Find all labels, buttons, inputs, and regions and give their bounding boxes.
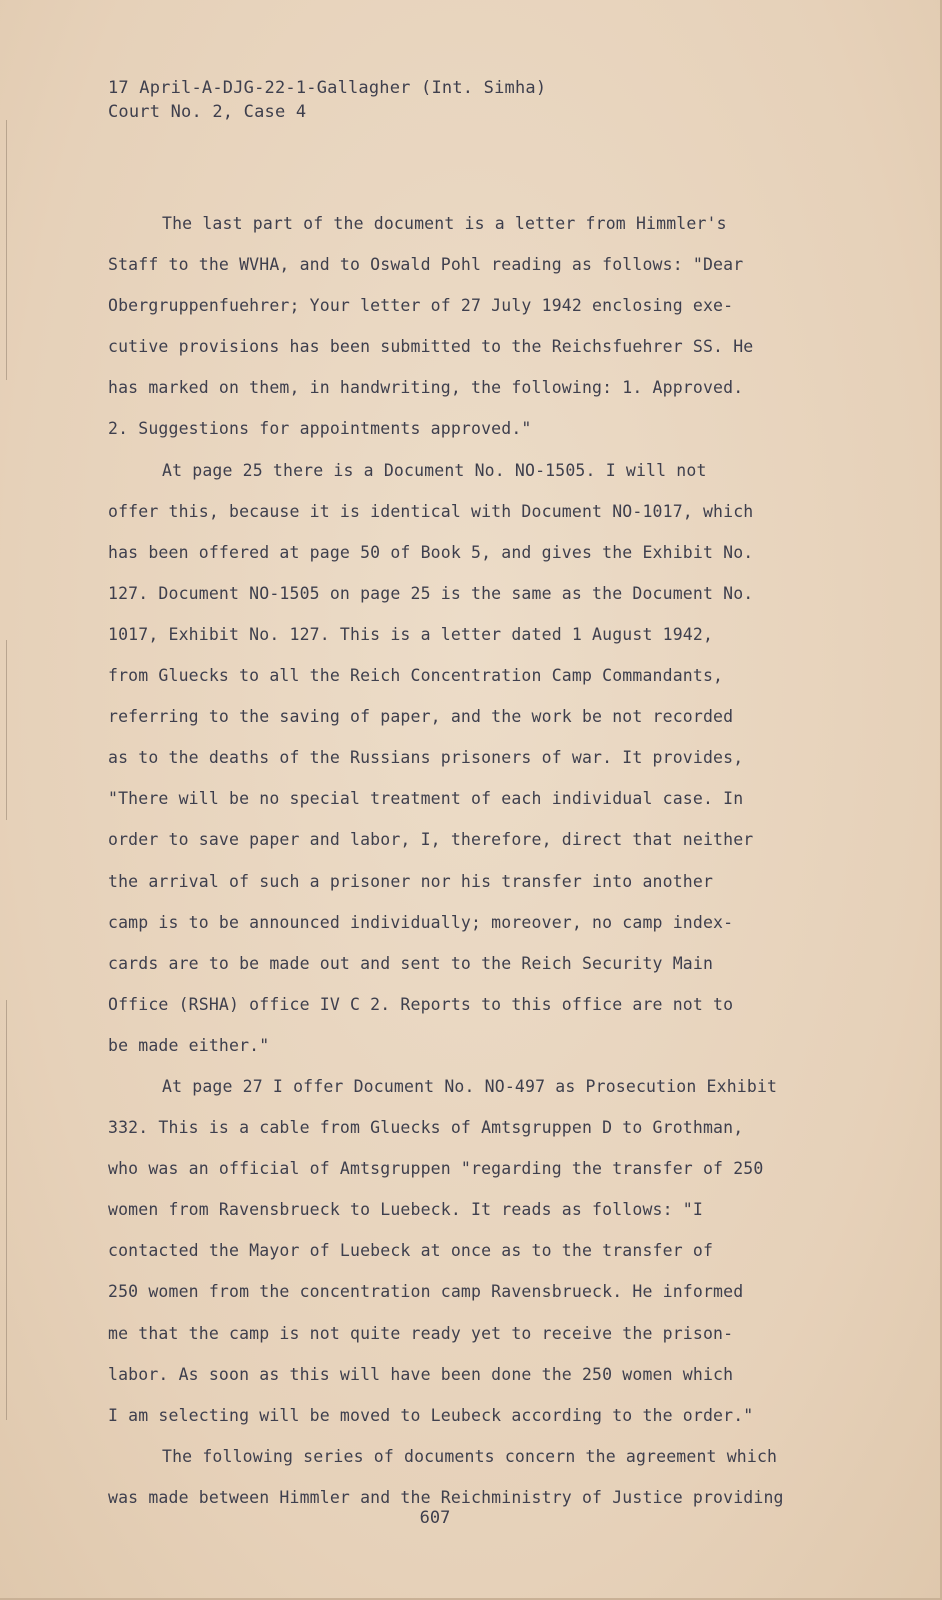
- text-line: women from Ravensbrueck to Luebeck. It reads as follows: "I: [108, 1200, 703, 1220]
- text-line: camp is to be announced individually; moreover, no camp index-: [108, 912, 734, 932]
- text-line: who was an official of Amtsgruppen "regarding the transfer of 250: [108, 1159, 764, 1179]
- text-line: cutive provisions has been submitted to the Reichsfuehrer SS. He: [108, 337, 754, 357]
- text-line: 332. This is a cable from Gluecks of Amtsgruppen D to Grothman,: [108, 1118, 744, 1138]
- paragraph: [108, 1066, 798, 1436]
- text-line: Office (RSHA) office IV C 2. Reports to this office are not to: [108, 994, 734, 1014]
- transcript-body: [108, 203, 798, 1518]
- text-line: 250 women from the concentration camp Ravensbrueck. He informed: [108, 1282, 744, 1302]
- text-line: offer this, because it is identical with Document NO-1017, which: [108, 501, 754, 521]
- text-line: Obergruppenfuehrer; Your letter of 27 July 1942 enclosing exe-: [108, 296, 734, 316]
- text-line: Staff to the WVHA, and to Oswald Pohl reading as follows: "Dear: [108, 255, 744, 275]
- text-line: At page 25 there is a Document No. NO-1505. I will not: [162, 460, 707, 480]
- text-line: has marked on them, in handwriting, the following: 1. Approved.: [108, 378, 744, 398]
- text-line: me that the camp is not quite ready yet to receive the prison-: [108, 1323, 734, 1343]
- text-line: 127. Document NO-1505 on page 25 is the same as the Document No.: [108, 583, 754, 603]
- header-transcript-id: 17 April-A-DJG-22-1-Gallagher (Int. Simha): [108, 78, 547, 98]
- paragraph: [108, 1436, 798, 1518]
- text-line: contacted the Mayor of Luebeck at once as to the transfer of: [108, 1241, 714, 1261]
- paragraph: [108, 203, 798, 450]
- header-court-case: Court No. 2, Case 4: [108, 102, 307, 122]
- text-line: referring to the saving of paper, and the work be not recorded: [108, 707, 734, 727]
- text-line: At page 27 I offer Document No. NO-497 as Prosecution Exhibit: [162, 1076, 778, 1096]
- text-line: I am selecting will be moved to Leubeck according to the order.": [108, 1405, 754, 1425]
- text-line: as to the deaths of the Russians prisoners of war. It provides,: [108, 748, 744, 768]
- paper-edge-mark: [6, 1000, 7, 1420]
- text-line: be made either.": [108, 1035, 270, 1055]
- paper-edge-mark: [6, 120, 7, 380]
- text-line: The following series of documents concern the agreement which: [162, 1446, 778, 1466]
- text-line: was made between Himmler and the Reichministry of Justice providing: [108, 1487, 784, 1507]
- text-line: 2. Suggestions for appointments approved.": [108, 419, 532, 439]
- text-line: cards are to be made out and sent to the Reich Security Main: [108, 953, 714, 973]
- text-line: "There will be no special treatment of each individual case. In: [108, 789, 744, 809]
- text-line: from Gluecks to all the Reich Concentration Camp Commandants,: [108, 666, 724, 686]
- text-line: 1017, Exhibit No. 127. This is a letter dated 1 August 1942,: [108, 624, 714, 644]
- text-line: labor. As soon as this will have been done the 250 women which: [108, 1364, 734, 1384]
- paper-edge-mark: [6, 640, 7, 820]
- text-line: The last part of the document is a letter from Himmler's: [162, 214, 727, 233]
- text-line: the arrival of such a prisoner nor his transfer into another: [108, 871, 714, 891]
- text-line: order to save paper and labor, I, therefore, direct that neither: [108, 830, 754, 850]
- page-number: 607: [419, 1508, 451, 1528]
- document-header: [108, 76, 546, 124]
- text-line: has been offered at page 50 of Book 5, and gives the Exhibit No.: [108, 542, 754, 562]
- paragraph: [108, 450, 798, 1066]
